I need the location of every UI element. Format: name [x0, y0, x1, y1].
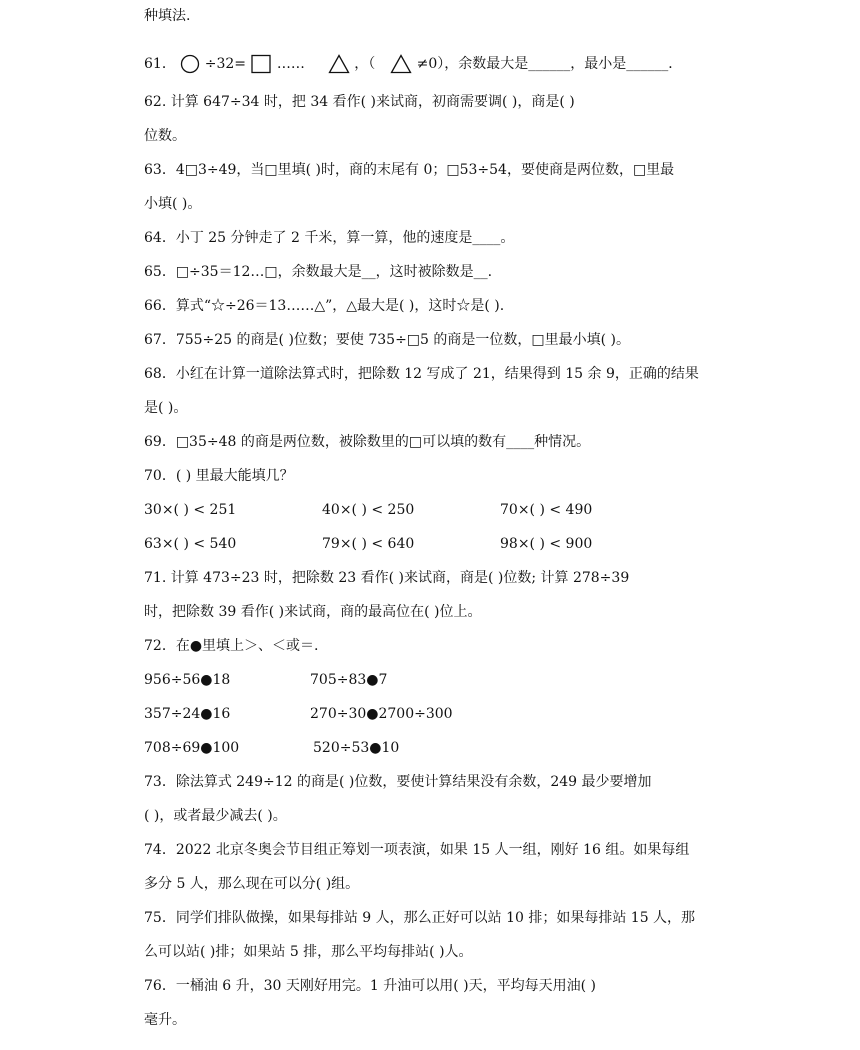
question-70: 70．( ) 里最大能填几？ [144, 468, 294, 484]
question-62-line2: 位数。 [144, 128, 186, 144]
triangle-icon [328, 54, 350, 74]
question-63-line2: 小填( )。 [144, 196, 202, 212]
compare-item: 520÷53●10 [313, 740, 400, 756]
question-76-line1: 76．一桶油 6 升，30 天刚好用完。1 升油可以用( )天，平均每天用油( ) [144, 978, 596, 994]
compare-item: 956÷56●18 [144, 672, 231, 688]
question-74-line1: 74．2022 北京冬奥会节目组正筹划一项表演，如果 15 人一组，刚好 16 组。如果每组 [144, 842, 690, 858]
question-66: 66．算式“☆÷26＝13……△”，△最大是( )，这时☆是( ). [144, 298, 505, 314]
question-65: 65．□÷35＝12…□，余数最大是__，这时被除数是__. [144, 264, 493, 280]
question-61 [144, 54, 682, 74]
text-fragment: ÷32= [204, 56, 247, 72]
question-68-line2: 是( )。 [144, 400, 188, 416]
question-76-line2: 毫升。 [144, 1012, 186, 1028]
question-74-line2: 多分 5 人，那么现在可以分( )组。 [144, 876, 360, 892]
question-73-line1: 73．除法算式 249÷12 的商是( )位数，要使计算结果没有余数，249 最少要增加 [144, 774, 652, 790]
question-75-line1: 75．同学们排队做操，如果每排站 9 人，那么正好可以站 10 排；如果每排站 15 人，那 [144, 910, 696, 926]
fill-item: 98×( ) < 900 [500, 536, 593, 552]
question-71-line1: 71. 计算 473÷23 时，把除数 23 看作( )来试商，商是( )位数; 计算 278÷39 [144, 570, 630, 586]
question-67: 67．755÷25 的商是( )位数；要使 735÷□5 的商是一位数，□里最小填( )。 [144, 332, 630, 348]
text-fragment: ≠0），余数最大是______，最小是______． [416, 56, 683, 72]
question-69: 69．□35÷48 的商是两位数，被除数里的□可以填的数有____种情况。 [144, 434, 591, 450]
compare-item: 357÷24●16 [144, 706, 231, 722]
compare-item: 708÷69●100 [144, 740, 240, 756]
text-fragment: ，（ [354, 56, 376, 72]
question-75-line2: 么可以站( )排；如果站 5 排，那么平均每排站( )人。 [144, 944, 473, 960]
text-fragment: …… [276, 56, 305, 72]
compare-item: 705÷83●7 [310, 672, 388, 688]
question-68-line1: 68．小红在计算一道除法算式时，把除数 12 写成了 21，结果得到 15 余 9，正确的结果 [144, 366, 699, 382]
fill-item: 70×( ) < 490 [500, 502, 593, 518]
question-72: 72．在●里填上＞、＜或＝. [144, 638, 319, 654]
circle-icon [180, 54, 200, 74]
question-71-line2: 时，把除数 39 看作( )来试商，商的最高位在( )位上。 [144, 604, 482, 620]
question-63-line1: 63．4□3÷49，当□里填( )时，商的末尾有 0；□53÷54，要使商是两位数，□里最 [144, 162, 675, 178]
fill-item: 79×( ) < 640 [322, 536, 415, 552]
question-number: 61． [144, 56, 176, 72]
fill-item: 30×( ) < 251 [144, 502, 237, 518]
fill-item: 40×( ) < 250 [322, 502, 415, 518]
question-62-line1: 62. 计算 647÷34 时，把 34 看作( )来试商，初商需要调( )，商是( ) [144, 94, 575, 110]
fill-item: 63×( ) < 540 [144, 536, 237, 552]
square-icon [250, 54, 272, 74]
question-64: 64．小丁 25 分钟走了 2 千米，算一算，他的速度是____。 [144, 230, 515, 246]
compare-item: 270÷30●2700÷300 [310, 706, 453, 722]
triangle-icon [390, 54, 412, 74]
text-line: 种填法. [144, 8, 191, 24]
question-73-line2: ( )，或者最少减去( )。 [144, 808, 287, 824]
